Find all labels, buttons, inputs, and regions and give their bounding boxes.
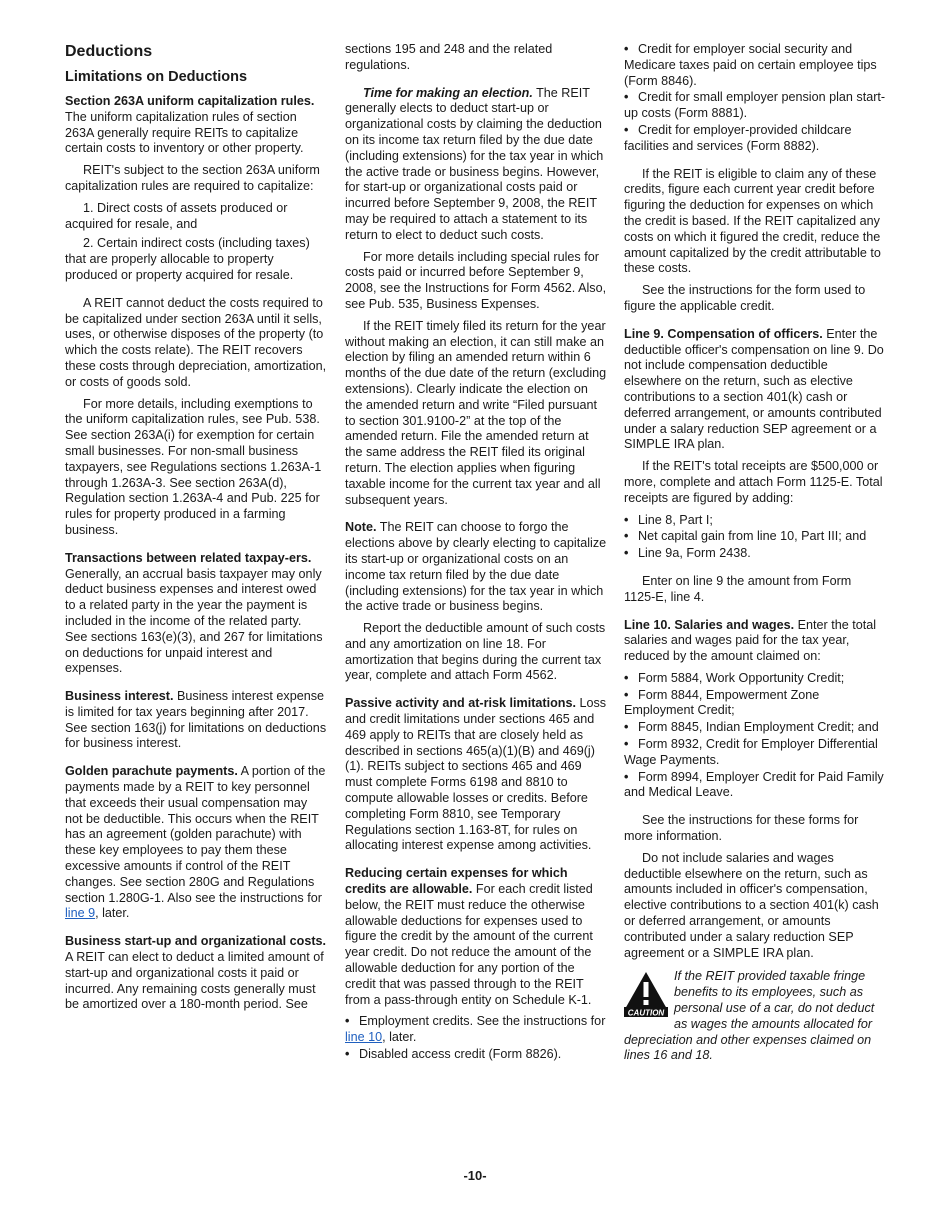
bullet-item: • Form 5884, Work Opportunity Credit; [624, 670, 845, 685]
bullet-icon: • [624, 546, 629, 561]
paragraph: If the REIT's total receipts are $500,000 or more, complete and attach Form 1125-E. Total receipts are figured by adding: [624, 459, 883, 505]
run-in-heading: Transactions between related taxpay-ers. [65, 550, 312, 565]
paragraph-start-up-costs: Business start-up and organizational costs. A REIT can elect to deduct a limited amount of start-up and organizational costs it paid or incurred. Any remaining costs generally must be amortized over a 180-month period. See [65, 934, 327, 1012]
run-in-heading: Golden parachute payments. [65, 764, 238, 779]
paragraph-note: Note. The REIT can choose to forgo the elections above by clearly electing to capitalize its start-up or organizational costs on an income tax return filed by the due date (including extensions) for the tax year in which the active trade or business begins. [345, 520, 607, 614]
paragraph-263a: Section 263A uniform capitalization rules. The uniform capitalization rules of section 263A generally require REITs to capitalize certain costs to inventory or other property. [65, 94, 315, 156]
bullet-icon: • [624, 42, 629, 56]
run-in-heading: Reducing certain expenses for which credits are allowable. [345, 866, 568, 897]
section-subheading: Limitations on Deductions [65, 69, 248, 85]
line-10-link[interactable]: line 10 [345, 1030, 383, 1045]
paragraph-reducing-expenses: Reducing certain expenses for which credits are allowable. For each credit listed below, the REIT must reduce the otherwise allowable deductions for expenses used to figure the credit by the amount of the current year credit. Do not reduce the amount of the allowable deduction for any portion of the credit that was passed through to the REIT from a pass-through entity on Schedule K-1. [345, 866, 593, 1007]
page-number: -10- [463, 1168, 487, 1183]
column-1 [65, 42, 327, 1019]
paragraph-line-10: Line 10. Salaries and wages. Enter the total salaries and wages paid for the tax year, reduced by the amount claimed on: [624, 617, 877, 664]
line-9-link[interactable]: line 9 [65, 906, 96, 921]
bullet-item: • Form 8994, Employer Credit for Paid Family and Medical Leave. [624, 769, 884, 800]
paragraph: Enter on line 9 the amount from Form 1125-E, line 4. [624, 573, 852, 604]
paragraph-election-time: Time for making an election. The REIT generally elects to deduct start-up or organizational costs by claiming the deduction on its income tax return filed by the due date (including extensions) for the tax year in which the active trade or business begins. However, for start-up or organizational costs paid or incurred before September 9, 2008, the REIT may be required to attach a statement to its return to elect to deduct such costs. [345, 85, 604, 242]
bullet-icon: • [624, 720, 629, 735]
paragraph-related-taxpayers: Transactions between related taxpay-ers. Generally, an accrual basis taxpayer may only deduct business expenses and interest owed to a related party in the year the payment is included in the income of the related party. See sections 163(e)(3), and 267 for limitations on deductions for unpaid interest and expenses. [65, 550, 323, 676]
numbered-item-2: 2. Certain indirect costs (including taxes) that are properly allocable to property produced or property acquired for resale. [65, 236, 310, 282]
paragraph: A REIT cannot deduct the costs required to be capitalized under section 263A until it sells, uses, or otherwise disposes of the property (to which the costs relate). The REIT recovers these costs through depreciation, amortization, or costs of goods sold. [65, 295, 327, 389]
bullet-item: • Credit for employer social security and Medicare taxes paid on certain employee tips (Form 8846). [624, 42, 877, 88]
bullet-icon: • [624, 769, 629, 784]
bullet-item: • Employment credits. See the instructions for line 10, later. [345, 1014, 606, 1045]
paragraph: REIT's subject to the section 263A uniform capitalization rules are required to capitalize: [65, 163, 320, 193]
bullet-item: • Form 8845, Indian Employment Credit; and [624, 720, 879, 735]
caution-icon [624, 971, 668, 1017]
paragraph-business-interest: Business interest. Business interest expense is limited for tax years beginning after 2017. See section 163(j) for limitations on deductions for business interest. [65, 689, 327, 751]
column-3 [624, 42, 886, 1064]
paragraph: For more details, including exemptions to the uniform capitalization rules, see Pub. 538. See section 263A(i) for exemption for certain small businesses. For non-small business taxpayers, see Regulations sections 1.263A-1 through 1.263A-3. See section 263A(d), Regulation section 1.263A-4 and Pub. 225 for rules for property produced in a farming business. [65, 396, 322, 537]
bullet-item: • Form 8932, Credit for Employer Differential Wage Payments. [624, 737, 878, 767]
bullet-item: • Form 8844, Empowerment Zone Employment Credit; [624, 687, 820, 718]
run-in-heading: Note. [345, 520, 377, 535]
paragraph: See the instructions for these forms for more information. [624, 813, 859, 844]
run-in-heading: Business interest. [65, 689, 174, 704]
paragraph: If the REIT is eligible to claim any of these credits, figure each current year credit before figuring the deduction for expenses on which the credit is based. If the REIT capitalized any costs on which it figured the credit, reduce the amount capitalized by the credit attributable to these costs. [624, 166, 881, 276]
numbered-item-1: 1. Direct costs of assets produced or acquired for resale, and [65, 200, 288, 231]
bullet-item: • Credit for small employer pension plan start-up costs (Form 8881). [624, 90, 886, 121]
run-in-heading: Time for making an election. [363, 85, 533, 100]
bullet-icon: • [624, 687, 629, 702]
column-2 [345, 42, 607, 1064]
bullet-icon: • [624, 512, 629, 527]
bullet-item: • Credit for employer-provided childcare facilities and services (Form 8882). [624, 122, 852, 153]
bullet-icon: • [624, 737, 629, 752]
paragraph: For more details including special rules for costs paid or incurred before September 9, 2008, see the Instructions for Form 4562. Also, see Pub. 535, Business Expenses. [345, 249, 607, 311]
run-in-heading: Passive activity and at-risk limitations. [345, 696, 576, 711]
bullet-icon: • [345, 1014, 350, 1029]
caution-label: CAUTION [627, 1008, 665, 1018]
bullet-item: • Line 9a, Form 2438. [624, 546, 751, 561]
bullet-item: • Line 8, Part I; [624, 512, 713, 527]
run-in-heading: Business start-up and organizational costs. [65, 934, 327, 949]
caution-note [624, 969, 886, 1064]
paragraph-golden-parachute: Golden parachute payments. A portion of the payments made by a REIT to key personnel that exceeds their usual compensation may not be deductible. This occurs when the REIT has an agreement (golden parachute) with these key employees to pay them these excessive amounts if control of the REIT changes. See section 280G and Regulations section 1.280G-1. Also see the instructions for line 9, later. [65, 764, 326, 921]
caution-text: If the REIT provided taxable fringe benefits to its employees, such as personal use of a car, do not deduct as wages the amounts allocated for depreciation and other expenses claimed on lines 16 and 18. [624, 969, 875, 1063]
bullet-icon: • [624, 122, 629, 137]
paragraph: If the REIT timely filed its return for the year without making an election, it can still make an election by filing an amended return within 6 months of the due date of the return (excluding extensions). Clearly indicate the election on the amended return and write “Filed pursuant to section 301.9100-2” at the top of the amended return. File the amended return at the same address the REIT filed its original return. The election applies when figuring taxable income for the current tax year and all subsequent years. [345, 318, 607, 507]
section-heading: Deductions [65, 43, 153, 60]
paragraph: Do not include salaries and wages deductible elsewhere on the return, such as amounts included in officer's compensation, elective contributions to a section 401(k) cash or deferred arrangement, or amounts contributed under a salary reduction SEP agreement or a SIMPLE IRA plan. [624, 850, 879, 960]
paragraph: Report the deductible amount of such costs and any amortization on line 18. For amortization that begins during the current tax year, complete and attach Form 4562. [345, 621, 606, 683]
paragraph: sections 195 and 248 and the related regulations. [345, 42, 553, 72]
paragraph: See the instructions for the form used to figure the applicable credit. [624, 283, 866, 313]
bullet-icon: • [624, 670, 629, 685]
run-in-heading: Line 9. Compensation of officers. [624, 326, 823, 341]
run-in-heading: Section 263A uniform capitalization rules. [65, 94, 315, 108]
bullet-icon: • [624, 529, 629, 544]
paragraph-passive-activity: Passive activity and at-risk limitations. Loss and credit limitations under sections 465 and 469 apply to REITs that are closely held as described in sections 465(a)(1)(B) and 469(j)(1). REITs subject to sections 465 and 469 must complete Forms 6198 and 8810 to compute allowable losses or credits. Before completing Form 8810, see Temporary Regulations section 1.163-8T, for rules on allocating interest expense among activities. [345, 696, 607, 853]
bullet-icon: • [345, 1047, 350, 1062]
bullet-item: • Net capital gain from line 10, Part III; and [624, 529, 867, 544]
run-in-heading: Line 10. Salaries and wages. [624, 617, 795, 632]
bullet-item: • Disabled access credit (Form 8826). [345, 1047, 562, 1062]
paragraph-line-9: Line 9. Compensation of officers. Enter the deductible officer's compensation on line 9. Do not include compensation deductible elsewhere on the return, such as elective contributions to a section 401(k) cash or deferred arrangement, or amounts contributed under a salary reduction SEP agreement or a SIMPLE IRA plan. [624, 326, 884, 452]
bullet-icon: • [624, 90, 629, 105]
